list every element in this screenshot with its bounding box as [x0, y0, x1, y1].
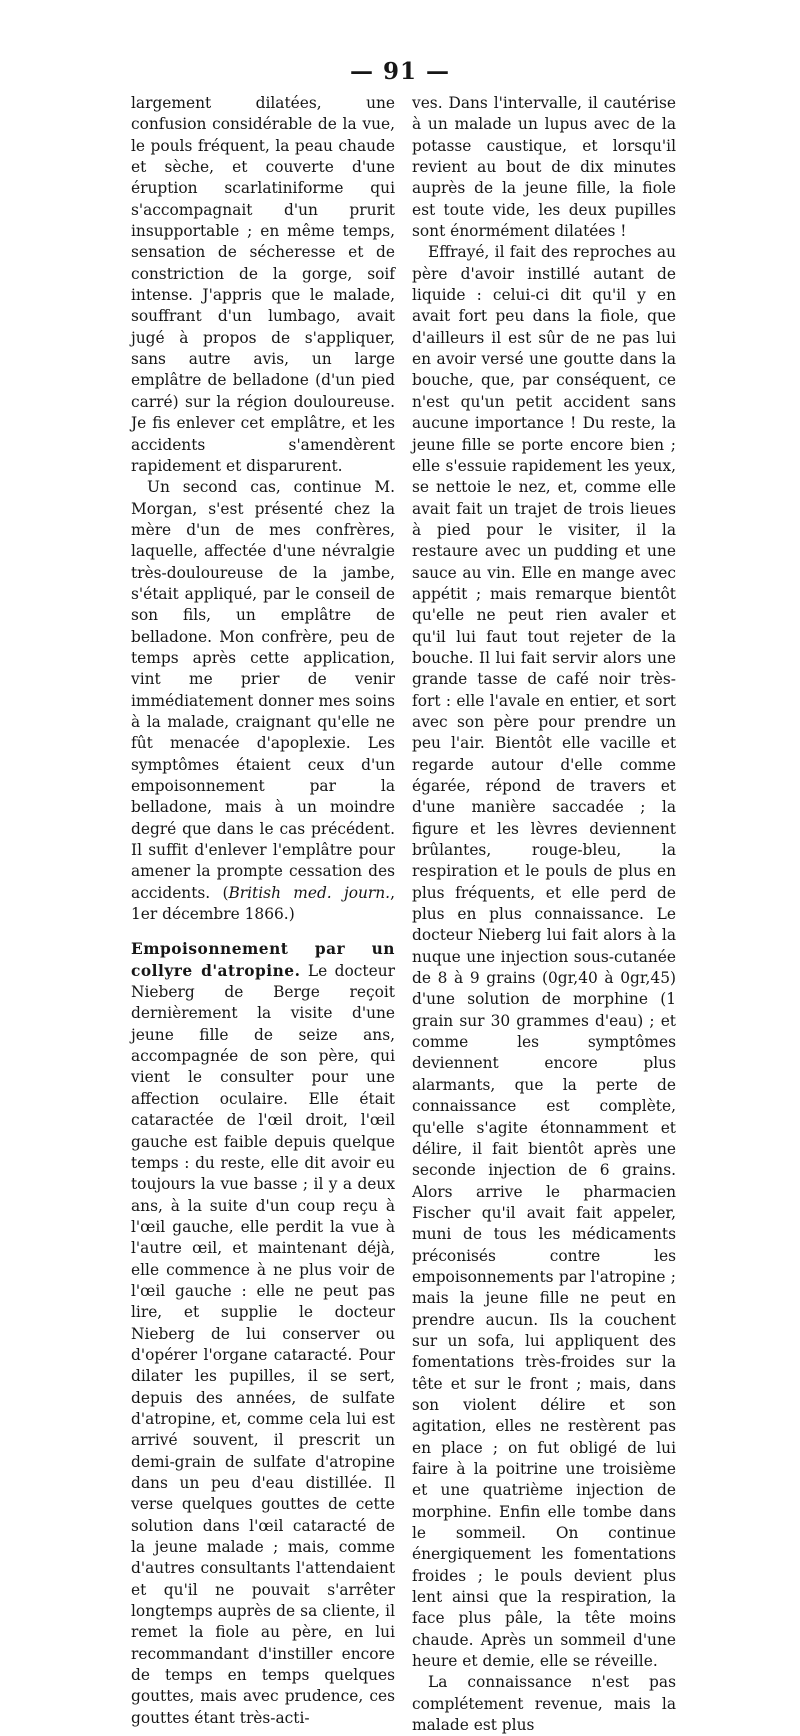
page-number: — 91 —: [349, 58, 451, 85]
right-paragraph-1: ves. Dans l'intervalle, il cautérise à un malade un lupus avec de la potasse caustique, et lorsqu'il revient au bout de dix minutes auprès de la jeune fille, la fiole est toute vide, les deux pupilles sont énormément dilatées !: [412, 94, 676, 241]
source-citation: British med. journ.: [228, 883, 391, 902]
right-paragraph-2: Effrayé, il fait des reproches au père d'avoir instillé autant de liquide : celui-ci dit qu'il y en avait fort peu dans la fiole, que d'ailleurs il est sûr de ne pas lui en avoir versé une goutte dans la bouche, que, par conséquent, ce n'est qu'un petit accident sans aucune importance ! Du reste, la jeune fille se porte encore bien ; elle s'essuie rapidement les yeux, se nettoie le nez, et, comme elle avait fait un trajet de trois lieues à pied pour le visiter, il la restaure avec un pudding et une sauce au vin. Elle en mange avec appétit ; mais remarque bientôt qu'elle ne peut rien avaler et qu'il lui faut tout rejeter de la bouche. Il lui fait servir alors une grande tasse de café noir très-fort : elle l'avale en entier, et sort avec son père pour prendre un peu l'air. Bientôt elle vacille et regarde autour d'elle comme égarée, répond de travers et d'une manière saccadée ; la figure et les lèvres deviennent brûlantes, rouge-bleu, la respiration et le pouls de plus en plus fréquents, et elle perd de plus en plus connaissance. Le docteur Nieberg lui fait alors à la nuque une injection sous-cutanée de 8 à 9 grains (0gr,40 à 0gr,45) d'une solution de morphine (1 grain sur 30 grammes d'eau) ; et comme les symptômes deviennent encore plus alarmants, que la perte de connaissance est complète, qu'elle s'agite étonnamment et délire, il fait bientôt après une seconde injection de 6 grains. Alors arrive le pharmacien Fischer qu'il avait fait appeler, muni de tous les médicaments préconisés contre les empoisonnements par l'atropine ; mais la jeune fille ne peut en prendre aucun. Ils la couchent sur un sofa, lui appliquent des fomentations très-froides sur la tête et sur le front ; mais, dans son violent délire et son agitation, elles ne restèrent pas en place ; on fut obligé de lui faire à la poitrine une troisième et une quatrième injection de morphine. Enfin elle tombe dans le sommeil. On continue énergiquement les fomentations froides ; le pouls devient plus lent ainsi que la respiration, la face plus pâle, la tête moins chaude. Après un sommeil d'une heure et demie, elle se réveille.: [412, 243, 676, 1671]
right-paragraph-3: La connaissance n'est pas complétement revenue, mais la malade est plus: [412, 1673, 676, 1735]
left-paragraph-2-text: Un second cas, continue M. Morgan, s'est présenté chez la mère d'un de mes confrères, laquelle, affectée d'une névralgie très-douloureuse de la jambe, s'était appliqué, par le conseil de son fils, un emplâtre de belladone. Mon confrère, peu de temps après cette application, vint me prier de venir immédiatement donner mes soins à la malade, craignant qu'elle ne fût menacée d'apoplexie. Les symptômes étaient ceux d'un empoisonnement par la belladone, mais à un moindre degré que dans le cas précédent. Il suffit d'enlever l'emplâtre pour amener la prompte cessation des accidents. (: [131, 478, 395, 902]
left-paragraph-3-text: Le docteur Nieberg de Berge reçoit dernièrement la visite d'une jeune fille de seize ans, accompagnée de son père, qui vient le consulter pour une affection oculaire. Elle était cataractée de l'œil droit, l'œil gauche est faible depuis quelque temps : du reste, elle dit avoir eu toujours la vue basse ; il y a deux ans, à la suite d'un coup reçu à l'œil gauche, elle perdit la vue à l'autre œil, et maintenant déjà, elle commence à ne plus voir de l'œil gauche : elle ne peut pas lire, et supplie le docteur Nieberg de lui conserver ou d'opérer l'organe cataracté. Pour dilater les pupilles, il se sert, depuis des années, de sulfate d'atropine, et, comme cela lui est arrivé souvent, il prescrit un demi-grain de sulfate d'atropine dans un peu d'eau distillée. Il verse quelques gouttes de cette solution dans l'œil cataracté de la jeune malade ; mais, comme d'autres consultants l'attendaient et qu'il ne pouvait s'arrêter longtemps auprès de sa cliente, il remet la fiole au père, en lui recommandant d'instiller encore de temps en temps quelques gouttes, mais avec prudence, ces gouttes étant très-acti-: [131, 961, 395, 1727]
left-paragraph-3: [131, 939, 395, 1729]
citation-date: , 1er décembre 1866.): [131, 883, 395, 924]
right-column: [412, 93, 676, 1736]
left-paragraph-2: [131, 477, 395, 925]
left-paragraph-1: largement dilatées, une confusion considérable de la vue, le pouls fréquent, la peau chaude et sèche, et couverte d'une éruption scarlatiniforme qui s'accompagnait d'un prurit insupportable ; en même temps, sensation de sécheresse et de constriction de la gorge, soif intense. J'appris que le malade, souffrant d'un lumbago, avait jugé à propos de s'appliquer, sans autre avis, un large emplâtre de belladone (d'un pied carré) sur la région douloureuse. Je fis enlever cet emplâtre, et les accidents s'amendèrent rapidement et disparurent.: [131, 94, 395, 475]
left-column: [131, 93, 395, 1729]
section-heading: Empoisonnement par un collyre d'atropine.: [131, 940, 395, 980]
